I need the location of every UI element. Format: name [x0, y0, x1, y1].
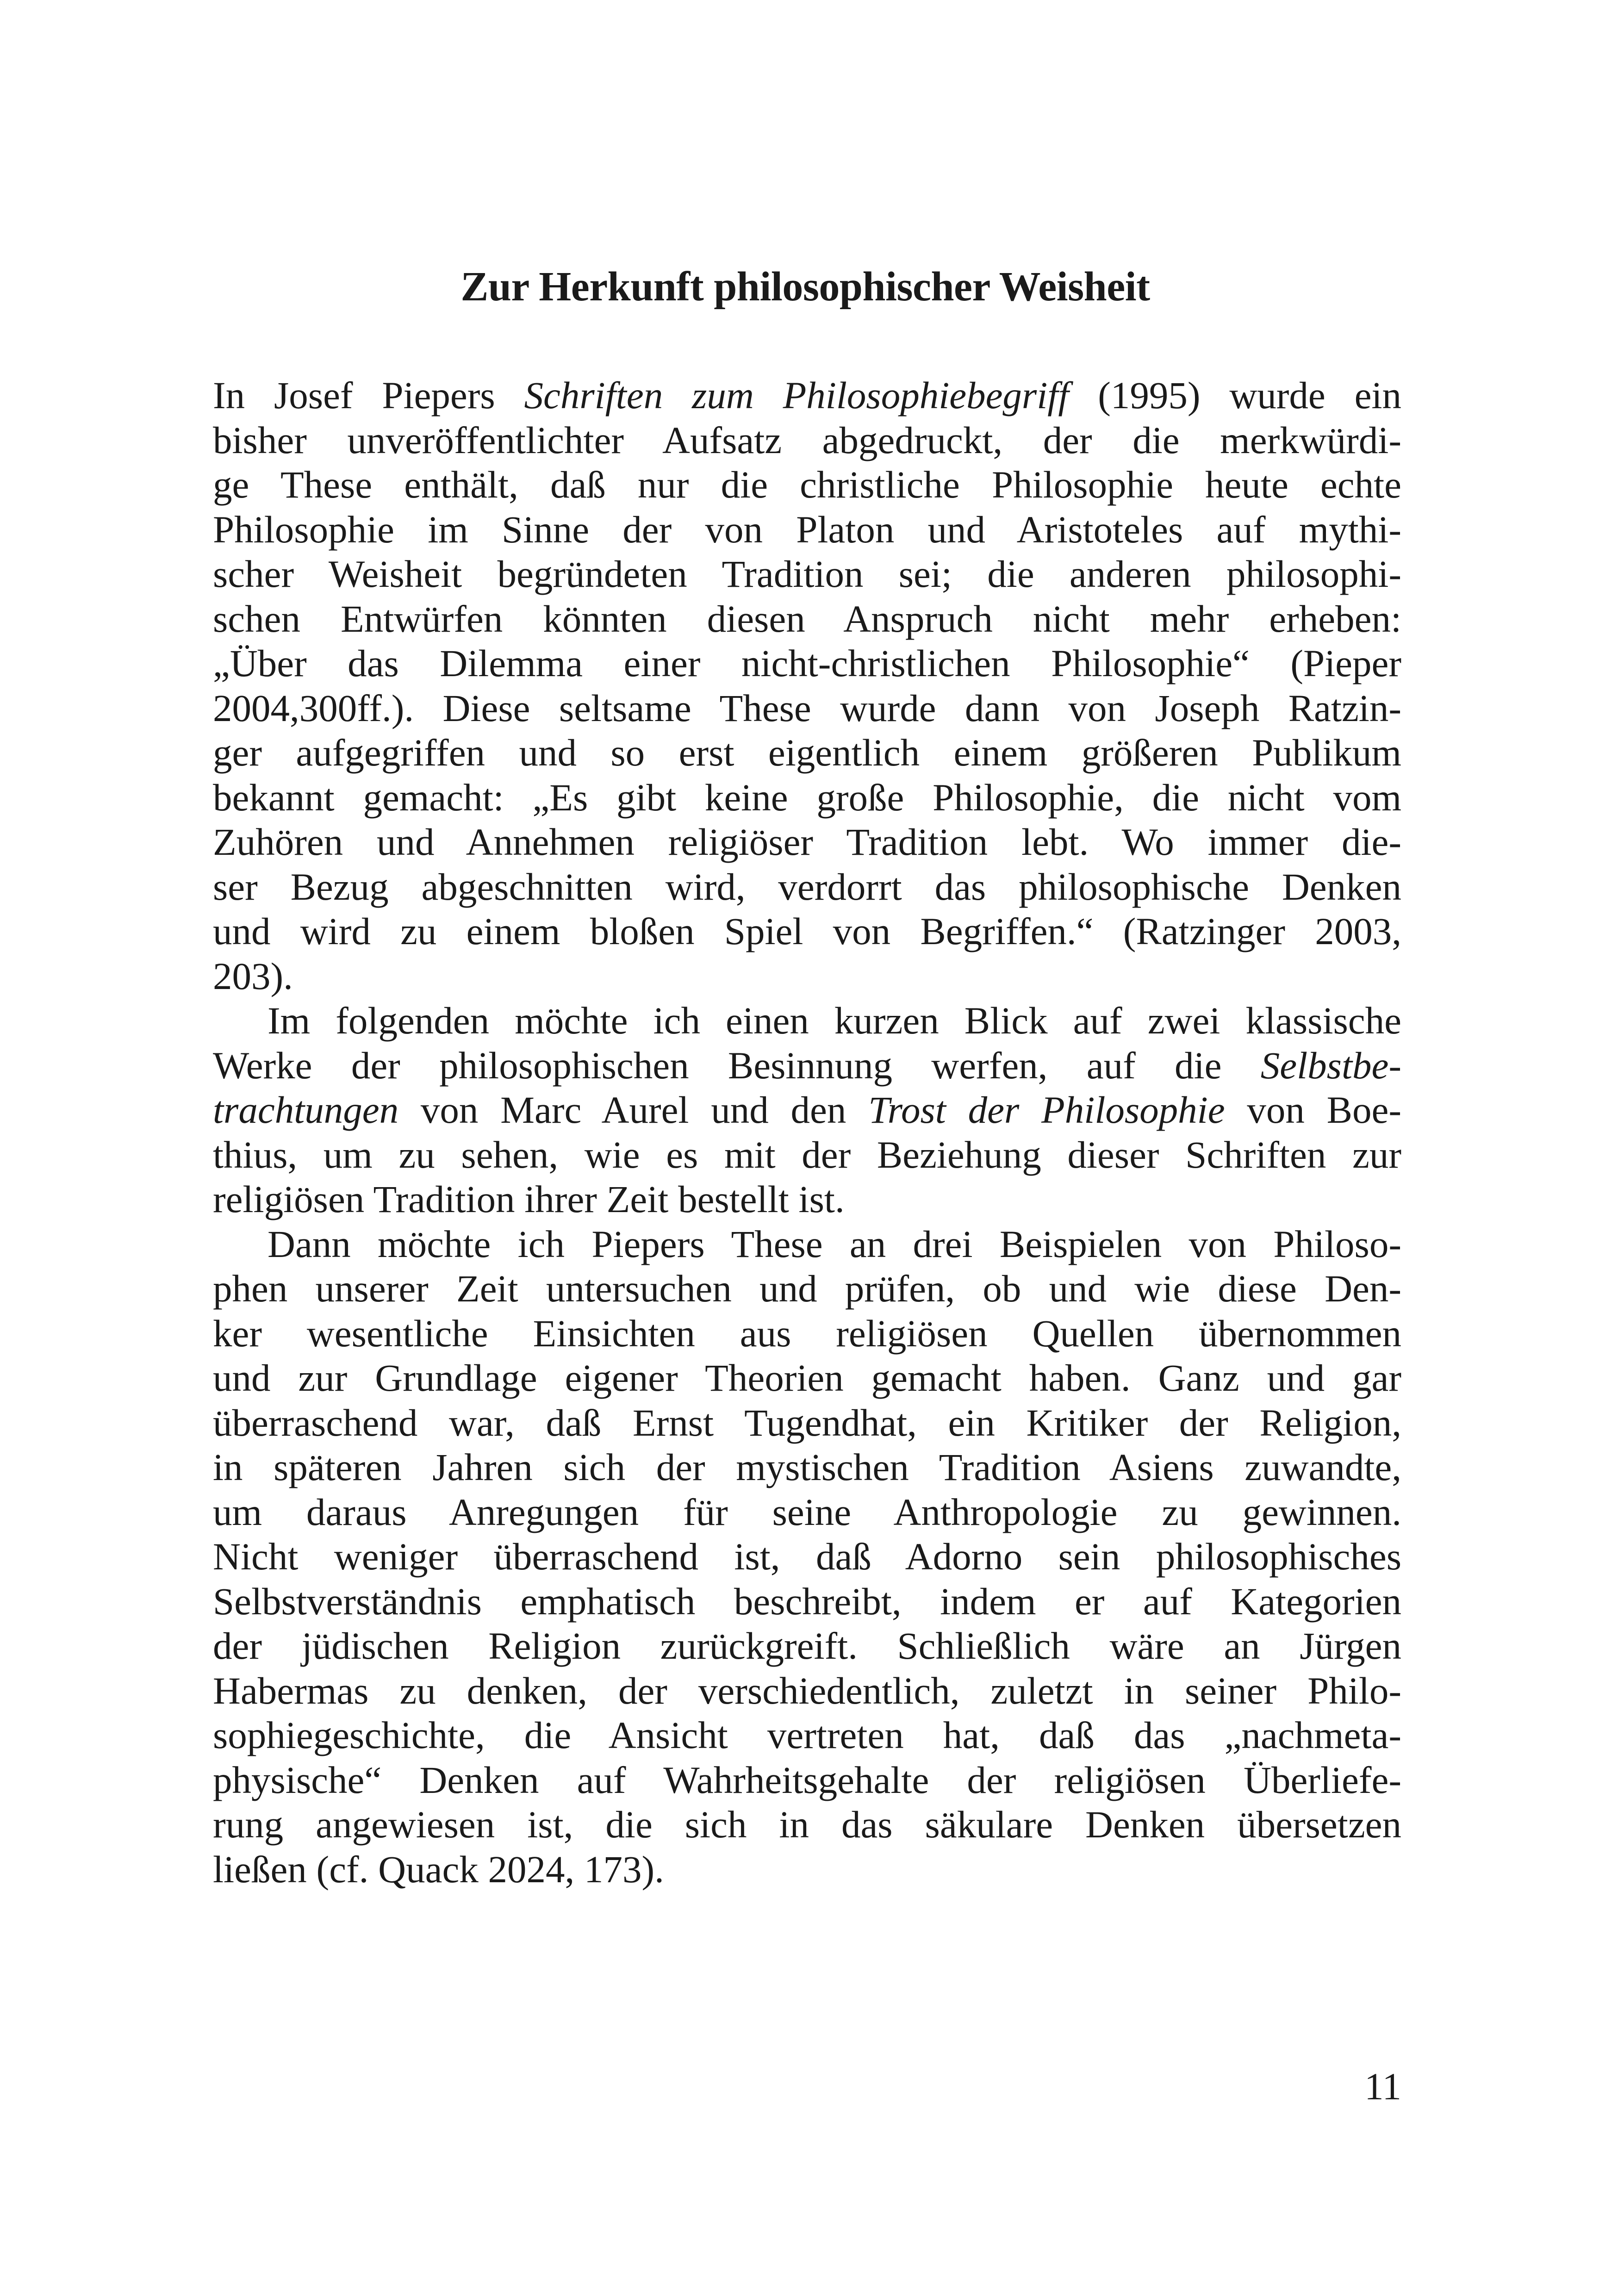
text-line: Philosophie im Sinne der von Platon und Aristoteles auf mythi-: [213, 508, 1401, 551]
text-line: ker wesentliche Einsichten aus religiösen Quellen übernommen: [213, 1312, 1401, 1355]
text-line: sophiegeschichte, die Ansicht vertreten hat, daß das „nachmeta-: [213, 1714, 1401, 1756]
text-line: Habermas zu denken, der verschiedentlich, zuletzt in seiner Philo-: [213, 1669, 1401, 1712]
text-line: In Josef Piepers Schriften zum Philosophiebegriff (1995) wurde ein: [213, 374, 1401, 417]
text-line: um daraus Anregungen für seine Anthropologie zu gewinnen.: [213, 1490, 1401, 1533]
text-line: Werke der philosophischen Besinnung werfen, auf die Selbstbe-: [213, 1044, 1401, 1087]
text-line: Zuhören und Annehmen religiöser Tradition lebt. Wo immer die-: [213, 821, 1401, 863]
text-line: 2004,300ff.). Diese seltsame These wurde dann von Joseph Ratzin-: [213, 686, 1401, 729]
text-line: ließen (cf. Quack 2024, 173).: [213, 1848, 664, 1891]
text-line: ge These enthält, daß nur die christliche Philosophie heute echte: [213, 463, 1401, 506]
chapter-title: Zur Herkunft philosophischer Weisheit: [461, 264, 1150, 310]
text-line: bisher unveröffentlichter Aufsatz abgedruckt, der die merkwürdi-: [213, 418, 1401, 461]
text-line: ger aufgegriffen und so erst eigentlich einem größeren Publikum: [213, 731, 1401, 774]
text-line: der jüdischen Religion zurückgreift. Schließlich wäre an Jürgen: [213, 1624, 1401, 1667]
text-line: physische“ Denken auf Wahrheitsgehalte der religiösen Überliefe-: [213, 1758, 1401, 1801]
text-line: religiösen Tradition ihrer Zeit bestellt ist.: [213, 1178, 845, 1220]
text-line: Dann möchte ich Piepers These an drei Beispielen von Philoso-: [268, 1222, 1401, 1265]
text-line: Im folgenden möchte ich einen kurzen Blick auf zwei klassische: [268, 999, 1401, 1042]
text-line: scher Weisheit begründeten Tradition sei; die anderen philosophi-: [213, 553, 1401, 595]
text-line: und zur Grundlage eigener Theorien gemacht haben. Ganz und gar: [213, 1356, 1401, 1399]
text-line: rung angewiesen ist, die sich in das säkulare Denken übersetzen: [213, 1803, 1401, 1846]
text-line: Nicht weniger überraschend ist, daß Adorno sein philosophisches: [213, 1535, 1401, 1578]
text-line: 203).: [213, 954, 293, 997]
text-line: in späteren Jahren sich der mystischen Tradition Asiens zuwandte,: [213, 1446, 1401, 1488]
text-line: überraschend war, daß Ernst Tugendhat, ein Kritiker der Religion,: [213, 1401, 1401, 1444]
text-line: „Über das Dilemma einer nicht-christlichen Philosophie“ (Pieper: [213, 642, 1401, 684]
text-line: und wird zu einem bloßen Spiel von Begriffen.“ (Ratzinger 2003,: [213, 910, 1401, 952]
text-line: ser Bezug abgeschnitten wird, verdorrt das philosophische Denken: [213, 865, 1401, 908]
text-line: phen unserer Zeit untersuchen und prüfen, ob und wie diese Den-: [213, 1267, 1401, 1310]
text-line: bekannt gemacht: „Es gibt keine große Philosophie, die nicht vom: [213, 776, 1401, 819]
text-line: thius, um zu sehen, wie es mit der Beziehung dieser Schriften zur: [213, 1133, 1401, 1176]
text-line: Selbstverständnis emphatisch beschreibt, indem er auf Kategorien: [213, 1580, 1401, 1623]
text-line: schen Entwürfen könnten diesen Anspruch nicht mehr erheben:: [213, 597, 1401, 640]
text-line: trachtungen von Marc Aurel und den Trost der Philosophie von Boe-: [213, 1089, 1402, 1131]
page-number: 11: [1364, 2065, 1401, 2108]
body-text: [213, 373, 1401, 1892]
